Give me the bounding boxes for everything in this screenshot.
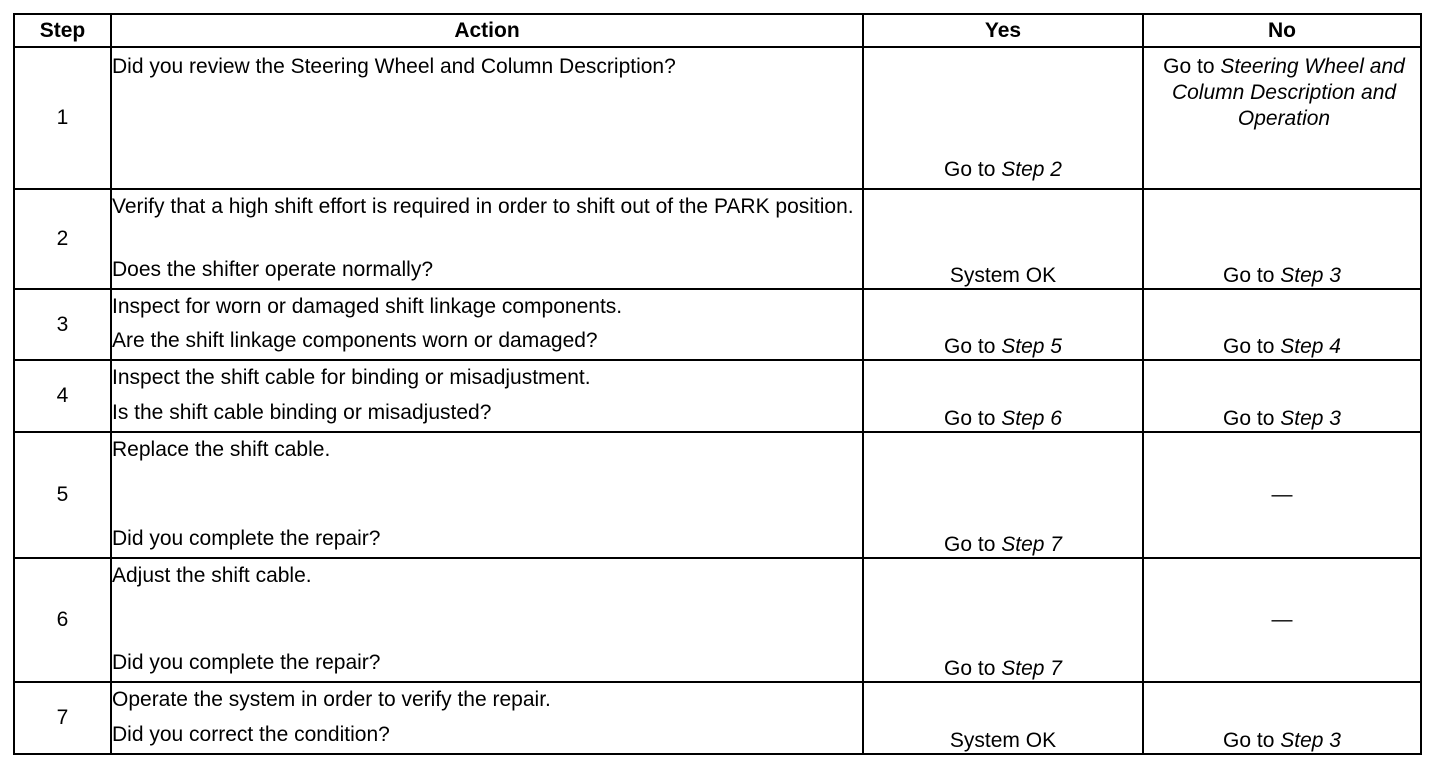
yes-step-link[interactable]: Step 7	[1001, 533, 1062, 556]
action-question: Are the shift linkage components worn or damaged?	[112, 329, 598, 352]
table-row	[14, 432, 1421, 558]
diagnostic-table	[13, 13, 1422, 755]
table-row	[14, 189, 1421, 289]
table-row	[14, 289, 1421, 360]
yes-prefix: Go to	[944, 335, 996, 358]
no-prefix: Go to	[1223, 335, 1275, 358]
no-dash: —	[1271, 608, 1293, 631]
no-prefix: Go to	[1223, 729, 1275, 752]
step-number: 2	[14, 189, 111, 289]
no-prefix: Go to	[1163, 55, 1215, 78]
yes-cell	[863, 432, 1143, 558]
yes-prefix: System OK	[949, 729, 1057, 752]
table-row	[14, 47, 1421, 189]
action-instruction: Did you review the Steering Wheel and Column Description?	[112, 55, 676, 78]
yes-step-link[interactable]: Step 7	[1001, 657, 1062, 680]
no-step-link[interactable]: Step 3	[1280, 729, 1341, 752]
action-cell	[111, 289, 863, 360]
yes-step-link[interactable]: Step 5	[1001, 335, 1062, 358]
yes-prefix: Go to	[944, 657, 996, 680]
no-step-link[interactable]: Step 3	[1280, 264, 1341, 287]
step-number: 6	[14, 558, 111, 682]
header-yes: Yes	[863, 14, 1143, 47]
yes-cell	[863, 47, 1143, 189]
no-cell	[1143, 432, 1421, 558]
no-cell	[1143, 189, 1421, 289]
no-cell	[1143, 558, 1421, 682]
step-number: 5	[14, 432, 111, 558]
yes-cell	[863, 558, 1143, 682]
yes-prefix: Go to	[944, 158, 996, 181]
yes-cell	[863, 360, 1143, 432]
no-prefix: Go to	[1223, 264, 1275, 287]
action-instruction: Adjust the shift cable.	[112, 564, 312, 587]
no-step-link[interactable]: Step 4	[1280, 335, 1341, 358]
action-question: Does the shifter operate normally?	[112, 258, 433, 281]
no-cell	[1143, 47, 1421, 189]
action-cell	[111, 360, 863, 432]
yes-step-link[interactable]: Step 2	[1001, 158, 1062, 181]
action-question: Did you correct the condition?	[112, 723, 390, 746]
yes-step-link[interactable]: Step 6	[1001, 407, 1062, 430]
action-cell	[111, 682, 863, 754]
action-question: Did you complete the repair?	[112, 651, 381, 674]
table-row	[14, 558, 1421, 682]
action-question: Is the shift cable binding or misadjusted?	[112, 401, 492, 424]
yes-cell	[863, 189, 1143, 289]
yes-cell	[863, 289, 1143, 360]
table-row	[14, 682, 1421, 754]
no-cell	[1143, 289, 1421, 360]
action-question: Did you complete the repair?	[112, 527, 381, 550]
action-instruction: Inspect the shift cable for binding or misadjustment.	[112, 366, 591, 389]
action-cell	[111, 558, 863, 682]
action-instruction: Replace the shift cable.	[112, 438, 331, 461]
action-cell	[111, 189, 863, 289]
step-number: 7	[14, 682, 111, 754]
action-instruction: Inspect for worn or damaged shift linkage components.	[112, 295, 623, 318]
no-dash: —	[1271, 483, 1293, 506]
action-instruction: Verify that a high shift effort is required in order to shift out of the PARK position.	[112, 195, 854, 218]
no-cell	[1143, 682, 1421, 754]
yes-prefix: System OK	[949, 264, 1057, 287]
header-step: Step	[14, 14, 111, 47]
yes-prefix: Go to	[944, 407, 996, 430]
action-instruction: Operate the system in order to verify the repair.	[112, 688, 551, 711]
yes-cell	[863, 682, 1143, 754]
step-number: 3	[14, 289, 111, 360]
header-no: No	[1143, 14, 1421, 47]
no-prefix: Go to	[1223, 407, 1275, 430]
table-row	[14, 360, 1421, 432]
header-action: Action	[111, 14, 863, 47]
no-cell	[1143, 360, 1421, 432]
action-cell	[111, 432, 863, 558]
step-number: 1	[14, 47, 111, 189]
yes-prefix: Go to	[944, 533, 996, 556]
step-number: 4	[14, 360, 111, 432]
no-reference-link[interactable]: Steering Wheel and Column Description and Operation	[1171, 55, 1405, 130]
action-cell	[111, 47, 863, 189]
no-step-link[interactable]: Step 3	[1280, 407, 1341, 430]
header-row	[14, 14, 1421, 47]
